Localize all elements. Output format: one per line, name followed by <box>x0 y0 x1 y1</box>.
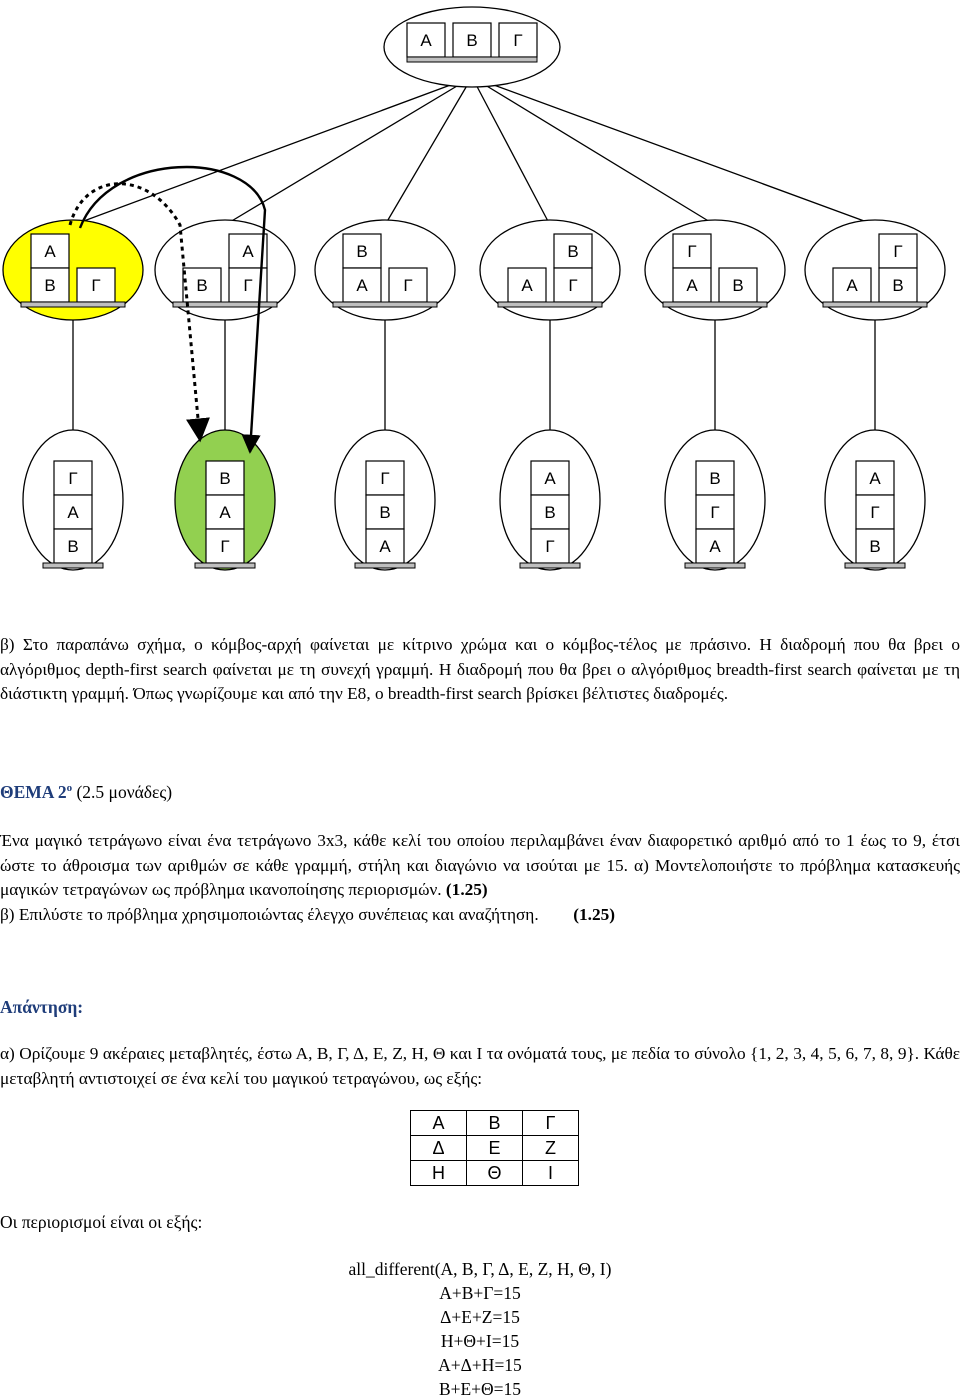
tree-edge <box>472 77 875 225</box>
block-label: Γ <box>870 503 880 522</box>
level2-node <box>500 430 600 570</box>
grid-cell: Δ <box>411 1136 467 1161</box>
block-label: Β <box>567 242 579 261</box>
block-label: Β <box>466 31 478 50</box>
tree-edge <box>385 77 472 225</box>
table-surface <box>845 563 905 568</box>
block-label: Α <box>219 503 231 522</box>
task-b-text: β) Επιλύστε το πρόβλημα χρησιμοποιώντας έλεγχο συνέπειας και αναζήτηση. <box>0 904 539 924</box>
table-surface <box>685 563 745 568</box>
task-b-points: (1.25) <box>573 904 615 924</box>
level2-node <box>825 430 925 570</box>
block-label: Γ <box>687 242 697 261</box>
variable-grid <box>410 1110 579 1186</box>
search-tree-diagram <box>0 0 960 590</box>
constraint-line: Β+Ε+Θ=15 <box>438 1379 522 1399</box>
table-surface <box>333 302 437 307</box>
block-label: Α <box>686 276 698 295</box>
constraints-label: Οι περιορισμοί είναι οι εξής: <box>0 1212 203 1232</box>
block-label: Α <box>846 276 858 295</box>
block-label: Γ <box>243 276 253 295</box>
theme-superscript: ο <box>66 782 73 795</box>
block-label: Β <box>219 469 231 488</box>
level2-node <box>665 430 765 570</box>
block-label: Α <box>379 537 391 556</box>
grid-row <box>411 1111 579 1136</box>
level1-node <box>805 220 945 320</box>
paragraph-b: β) Στο παραπάνω σχήμα, ο κόμβος-αρχή φαίνεται με κίτρινο χρώμα και ο κόμβος-τέλος με πράσινο. Η διαδρομή που θα βρει ο αλγόριθμος depth-first search φαίνεται με τη συνεχή γραμμή. Η διαδρομή που θα βρει ο αλγόριθμος breadth-first search φαίνεται με τη διάστικτη γραμμή. Όπως γνωρίζουμε και από την Ε8, ο breadth-first search βρίσκει βέλτιστες διαδρομές. <box>0 635 960 703</box>
block-label: Γ <box>893 242 903 261</box>
block-label: Β <box>869 537 881 556</box>
block-label: Α <box>544 469 556 488</box>
block-label: Α <box>521 276 533 295</box>
table-surface <box>823 302 927 307</box>
level1-node <box>3 220 143 320</box>
problem-statement <box>0 829 960 927</box>
grid-row <box>411 1136 579 1161</box>
level1-node <box>315 220 455 320</box>
block-label: Β <box>379 503 391 522</box>
theme-heading <box>0 782 172 803</box>
block-label: Α <box>709 537 721 556</box>
block-label: Α <box>420 31 432 50</box>
table-surface <box>663 302 767 307</box>
block-label: Γ <box>710 503 720 522</box>
tree-edge <box>472 77 550 225</box>
constraint-line: Α+Δ+Η=15 <box>438 1355 522 1375</box>
tree-nodes <box>3 7 945 570</box>
grid-cell: Γ <box>523 1111 579 1136</box>
task-a-text: α) Μοντελοποιήστε το πρόβλημα κατασκευής μαγικών τετραγώνων ως πρόβλημα ικανοποίησης περιορισμών. <box>0 855 960 899</box>
tree-edge <box>472 77 715 225</box>
grid-cell: Θ <box>467 1161 523 1186</box>
block-label: Γ <box>220 537 230 556</box>
table-surface <box>195 563 255 568</box>
theme-title: ΘΕΜΑ 2 <box>0 782 67 802</box>
problem-text: Ένα μαγικό τετράγωνο είναι ένα τετράγωνο 3x3, κάθε κελί του οποίου περιλαμβάνει έναν διαφορετικό αριθμό από το 1 έως το 9, έτσι ώστε το άθροισμα των αριθμών σε κάθε γραμμή, στήλη και διαγώνιο να ισούται με 15. <box>0 831 960 875</box>
task-a-points: (1.25) <box>445 880 488 899</box>
table-surface <box>21 302 125 307</box>
table-surface <box>520 563 580 568</box>
level2-node <box>175 430 275 570</box>
block-label: Β <box>356 242 368 261</box>
constraint-line: Α+Β+Γ=15 <box>439 1283 521 1303</box>
block-label: Γ <box>545 537 555 556</box>
block-label: Α <box>869 469 881 488</box>
answer-label: Απάντηση: <box>0 997 84 1017</box>
block-label: Α <box>44 242 56 261</box>
block-label: Γ <box>91 276 101 295</box>
block-label: Γ <box>68 469 78 488</box>
table-surface <box>407 57 537 62</box>
block-label: Α <box>242 242 254 261</box>
grid-cell: Ε <box>467 1136 523 1161</box>
grid-cell: Β <box>467 1111 523 1136</box>
block-label: Γ <box>513 31 523 50</box>
block-label: Β <box>67 537 79 556</box>
block-label: Β <box>892 276 904 295</box>
root-node <box>384 7 560 87</box>
level2-node <box>335 430 435 570</box>
grid-cell: Ι <box>523 1161 579 1186</box>
level1-node <box>645 220 785 320</box>
level1-node <box>155 220 295 320</box>
level1-node <box>480 220 620 320</box>
answer-a: α) Ορίζουμε 9 ακέραιες μεταβλητές, έστω Α, Β, Γ, Δ, Ε, Ζ, Η, Θ και Ι τα ονόματά τους, με πεδία το σύνολο {1, 2, 3, 4, 5, 6, 7, 8, 9}. Κάθε μεταβλητή αντιστοιχεί σε ένα κελί του μαγικού τετραγώνου, ως εξής: <box>0 1044 960 1088</box>
table-surface <box>355 563 415 568</box>
block-label: Γ <box>403 276 413 295</box>
block-label: Β <box>709 469 721 488</box>
level2-node <box>23 430 123 570</box>
block-label: Γ <box>380 469 390 488</box>
theme-points: (2.5 μονάδες) <box>72 782 173 802</box>
grid-cell: Η <box>411 1161 467 1186</box>
table-surface <box>498 302 602 307</box>
block-label: Γ <box>568 276 578 295</box>
block-label: Α <box>356 276 368 295</box>
constraint-line: Η+Θ+Ι=15 <box>440 1331 520 1351</box>
grid-row <box>411 1161 579 1186</box>
grid-cell: Α <box>411 1111 467 1136</box>
block-label: Β <box>44 276 56 295</box>
constraint-line: Δ+Ε+Ζ=15 <box>440 1307 520 1327</box>
block-label: Β <box>544 503 556 522</box>
block-label: Β <box>196 276 208 295</box>
constraint-line: all_different(Α, Β, Γ, Δ, Ε, Ζ, Η, Θ, Ι) <box>348 1259 612 1279</box>
block-label: Β <box>732 276 744 295</box>
tree-edge <box>73 77 472 225</box>
block-label: Α <box>67 503 79 522</box>
table-surface <box>43 563 103 568</box>
grid-cell: Ζ <box>523 1136 579 1161</box>
